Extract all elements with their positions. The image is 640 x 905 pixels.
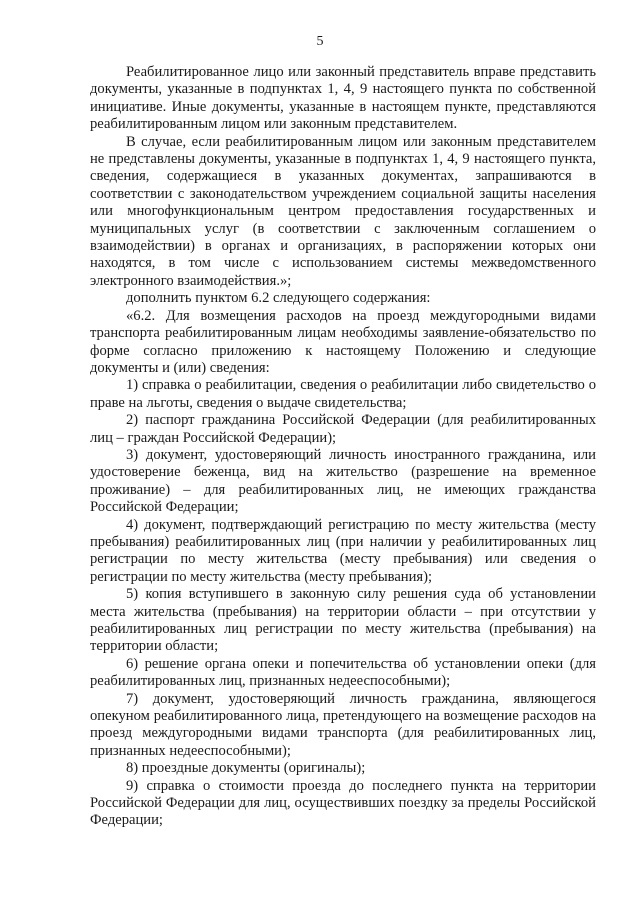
- paragraph-right-to-submit: Реабилитированное лицо или законный представитель вправе представить документы, указанные в подпунктах 1, 4, 9 настоящего пункта по собственной инициативе. Иные документы, указанные в настоящем пункте, представляются реабилитированным лицом или законным представителем.: [90, 64, 596, 133]
- list-item-8: 8) проездные документы (оригиналы);: [126, 760, 366, 777]
- list-item-1: 1) справка о реабилитации, сведения о реабилитации либо свидетельство о праве на льготы, сведения о выдаче свидетельства;: [90, 377, 596, 411]
- page-number: 5: [316, 34, 324, 49]
- list-item-6: 6) решение органа опеки и попечительства об установлении опеки (для реабилитированных лиц, признанных недееспособными);: [90, 655, 596, 690]
- list-item-7: 7) документ, удостоверяющий личность гражданина, являющегося опекуном реабилитированного лица, претендующего на возмещение расходов на проезд междугородными видами транспорта (для реабилитированных лиц, признанных недееспособными);: [90, 690, 596, 759]
- paragraph-clause-6-2: «6.2. Для возмещения расходов на проезд междугородными видами транспорта реабилитированным лицам необходимы заявление-обязательство по форме согласно приложению к настоящему Положению и следующие документы и (или) сведения:: [90, 307, 596, 376]
- list-item-9: 9) справка о стоимости проезда до последнего пункта на территории Российской Федерации для лиц, осуществивших поездку за пределы Российской Федерации;: [90, 777, 596, 829]
- list-item-3: 3) документ, удостоверяющий личность иностранного гражданина, или удостоверение беженца, вид на жительство (разрешение на временное проживание) – для реабилитированных лиц, не имеющих гражданства Российской Федерации;: [90, 446, 596, 516]
- list-item-4: 4) документ, подтверждающий регистрацию по месту жительства (месту пребывания) реабилитированных лиц (при наличии у реабилитированных лиц регистрации по месту жительства (месту пребывания) или сведения о регистрации по месту жительства (месту пребывания);: [90, 516, 596, 585]
- list-item-2: 2) паспорт гражданина Российской Федерации (для реабилитированных лиц – граждан Российской Федерации);: [90, 412, 596, 446]
- list-item-5: 5) копия вступившего в законную силу решения суда об установлении места жительства (пребывания) на территории области – при отсутствии у реабилитированных лиц регистрации по месту жительства (пребывания) на территории области;: [90, 586, 596, 655]
- document-body: [90, 64, 596, 830]
- paragraph-interagency-request: В случае, если реабилитированным лицом или законным представителем не представлены документы, указанные в подпунктах 1, 4, 9 настоящего пункта, сведения, содержащиеся в указанных документах, запрашиваются в соответствии с законодательством учреждением социальной защиты населения или многофункциональным центром предоставления государственных и муниципальных услуг (в соответствии с заключенным соглашением о взаимодействии) в органах и организациях, в распоряжении которых они находятся, в том числе с использованием системы межведомственного электронного взаимодействия.»;: [90, 133, 596, 289]
- paragraph-amendment-intro: дополнить пунктом 6.2 следующего содержания:: [126, 290, 431, 307]
